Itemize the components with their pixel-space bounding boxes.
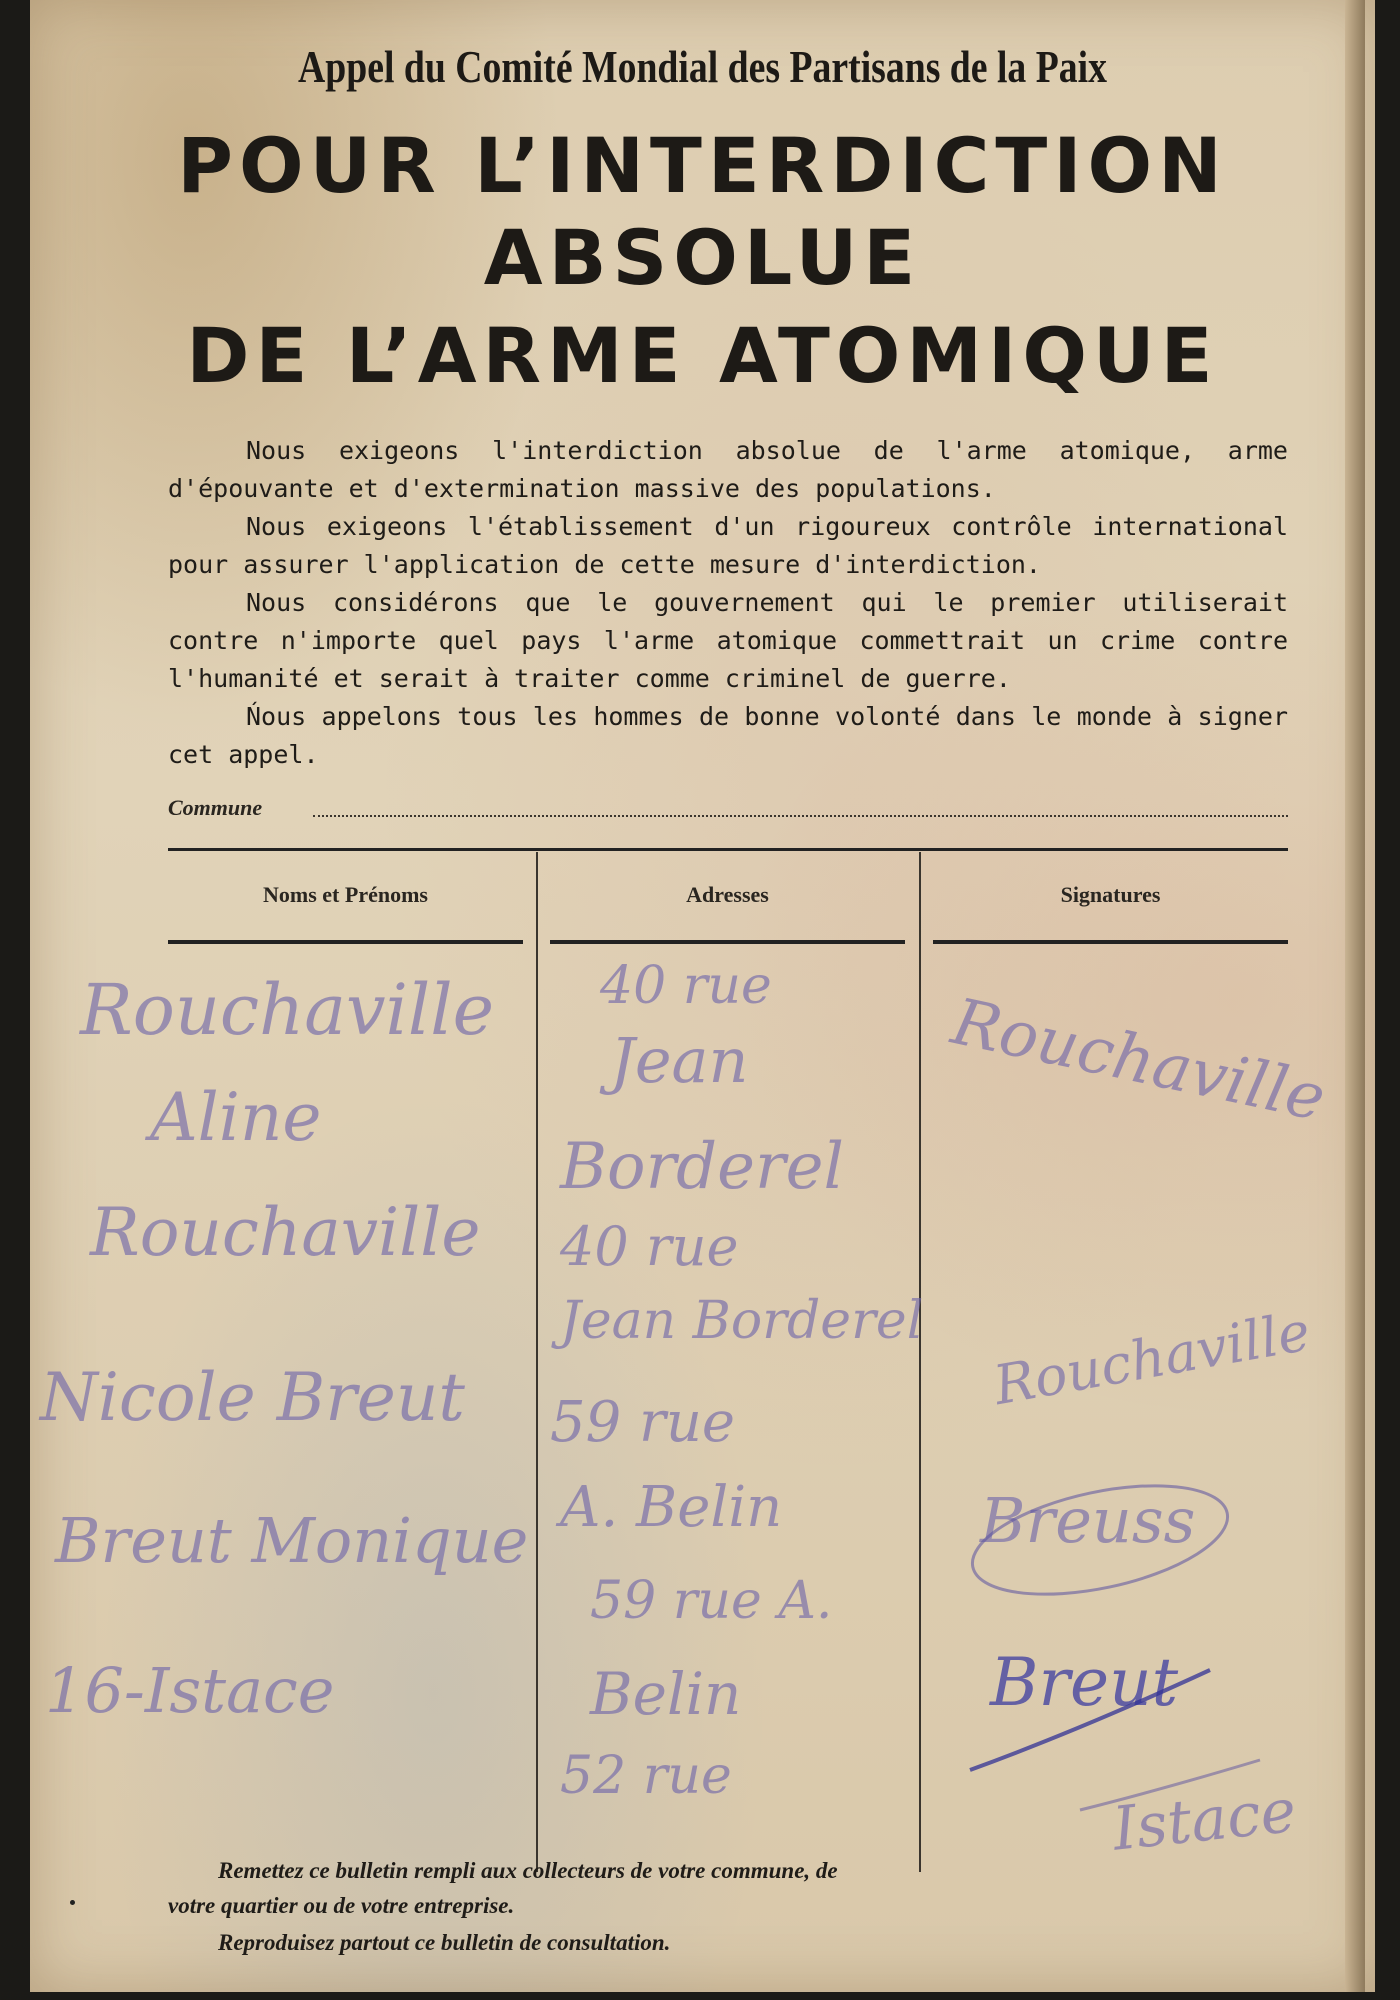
title-line-2: ABSOLUE — [483, 213, 922, 302]
column-header-addresses: Adresses — [686, 882, 769, 907]
title-line-1: POUR L’INTERDICTION — [177, 121, 1228, 210]
handwritten-address: Jean Borderel — [560, 1291, 924, 1351]
handwritten-name: Rouchaville — [80, 969, 495, 1051]
commune-label: Commune — [168, 795, 263, 820]
handwritten-signature: Istace — [1109, 1775, 1300, 1865]
footer-instruction-3: Reproduisez partout ce bulletin de consultation. — [218, 1930, 671, 1955]
appeal-heading: Appel du Comité Mondial des Partisans de la Paix — [298, 41, 1107, 92]
handwritten-address: Jean — [610, 1024, 749, 1097]
column-rule-signatures — [933, 940, 1288, 944]
column-divider-1 — [536, 852, 538, 1872]
handwritten-signature: Rouchaville — [989, 1299, 1315, 1418]
handwritten-address: Borderel — [560, 1130, 844, 1204]
handwritten-address: A. Belin — [560, 1475, 783, 1540]
handwritten-signature: Rouchaville — [945, 985, 1332, 1137]
petition-text — [168, 432, 1288, 774]
footer-instruction-1: Remettez ce bulletin rempli aux collecteurs de votre commune, de — [218, 1858, 838, 1883]
paper-edge — [1345, 0, 1365, 1992]
paragraph-2: Nous exigeons l'établissement d'un rigoureux contrôle international pour assurer l'application de cette mesure d'interdiction. — [168, 512, 1288, 579]
bullet-mark — [70, 1900, 75, 1905]
handwritten-address: 59 rue A. — [590, 1571, 833, 1631]
signature-flourishes — [960, 1430, 1300, 1830]
handwritten-name: 16-Istace — [45, 1654, 335, 1727]
handwritten-signature: Breuss — [980, 1484, 1196, 1557]
handwritten-signature: Breut — [990, 1644, 1179, 1721]
handwritten-address: 40 rue — [560, 1215, 739, 1278]
paragraph-4: Ńous appelons tous les hommes de bonne volonté dans le monde à signer cet appel. — [168, 702, 1288, 769]
handwritten-name: Rouchaville — [90, 1194, 481, 1271]
commune-dotted-line — [313, 815, 1288, 817]
paragraph-1: Nous exigeons l'interdiction absolue de l'arme atomique, arme d'épouvante et d'extermination massive des populations. — [168, 436, 1288, 503]
paragraph-3: Nous considérons que le gouvernement qui le premier utiliserait contre n'importe quel pays l'arme atomique commettrait un crime contre l'humanité et serait à traiter comme criminel de guerre. — [168, 588, 1288, 693]
commune-field[interactable] — [168, 795, 1288, 825]
column-header-names: Noms et Prénoms — [263, 882, 428, 907]
handwritten-address: 40 rue — [600, 956, 772, 1016]
handwritten-address: Belin — [590, 1660, 742, 1728]
handwritten-address: 59 rue — [550, 1390, 736, 1455]
column-rule-names — [168, 940, 523, 944]
handwritten-name: Nicole Breut — [40, 1359, 465, 1436]
handwritten-address: 52 rue — [560, 1746, 732, 1806]
title-line-3: DE L’ARME ATOMIQUE — [186, 311, 1219, 400]
petition-sheet — [30, 0, 1375, 1992]
column-header-signatures: Signatures — [1060, 882, 1161, 907]
column-divider-2 — [919, 852, 921, 1872]
handwritten-name: Aline — [150, 1079, 322, 1156]
table-top-rule — [168, 848, 1288, 851]
column-rule-addresses — [550, 940, 905, 944]
handwritten-name: Breut Monique — [55, 1504, 529, 1577]
footer-instruction-2: votre quartier ou de votre entreprise. — [168, 1893, 515, 1918]
